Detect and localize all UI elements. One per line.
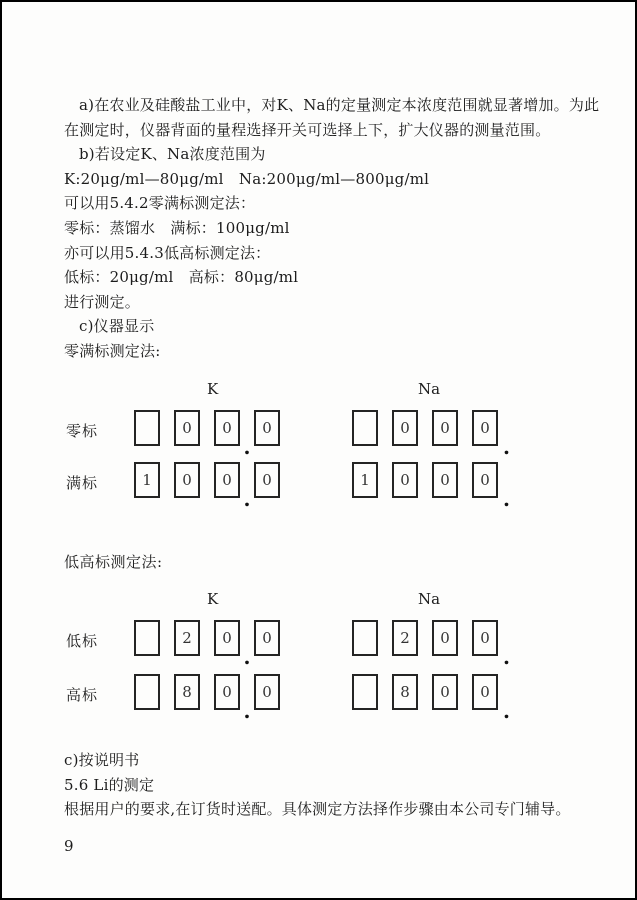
display-column-headers: [64, 588, 534, 620]
digit-box: 2: [174, 620, 200, 656]
digit-box: [352, 410, 378, 446]
digit-box: 0: [392, 410, 418, 446]
digit-box: 1: [134, 462, 160, 498]
zero-full-method-line: 可以用5.4.2零满标测定法：: [64, 194, 256, 213]
digit-group-na: [352, 462, 510, 511]
zero-full-values-line: 零标：蒸馏水 满标：100μg/ml: [64, 218, 290, 237]
li-measurement-note: 根据用户的要求,在订货时送配。具体测定方法择作步骤由本公司专门辅导。: [64, 800, 571, 819]
digit-box: 0: [472, 620, 498, 656]
display-row-full: [64, 462, 534, 514]
low-high-method-line: 亦可以用5.4.3低高标测定法：: [64, 243, 271, 262]
decimal-point: .: [243, 699, 251, 723]
column-header-na: Na: [418, 380, 441, 398]
low-high-values-line: 低标：20μg/ml 高标：80μg/ml: [64, 268, 299, 287]
digit-box: [352, 674, 378, 710]
concentration-range: K:20μg/ml—80μg/ml Na:200μg/ml—800μg/ml: [64, 169, 430, 188]
decimal-point: .: [243, 487, 251, 511]
decimal-point: .: [243, 435, 251, 459]
row-label: 高标: [66, 686, 99, 704]
digit-box: 0: [472, 410, 498, 446]
row-label: 零标: [66, 422, 99, 440]
low-high-display-title: 低高标测定法:: [64, 553, 163, 571]
digit-box: 0: [472, 462, 498, 498]
digit-group-k: [134, 410, 280, 459]
column-header-na: Na: [418, 590, 441, 608]
digit-box: 0: [254, 410, 280, 446]
display-column-headers: [64, 378, 534, 410]
row-label: 满标: [66, 474, 99, 492]
paragraph-a-line2: 在测定时，仪器背面的量程选择开关可选择上下，扩大仪器的测量范围。: [64, 120, 551, 139]
digit-box: 8: [392, 674, 418, 710]
decimal-point: .: [503, 487, 510, 511]
digit-box: 2: [392, 620, 418, 656]
digit-box: 0: [432, 674, 458, 710]
digit-group-na: [352, 674, 510, 723]
display-row-zero: [64, 410, 534, 462]
digit-box: [134, 410, 160, 446]
decimal-point: .: [503, 645, 510, 669]
zero-full-display: [64, 378, 534, 514]
decimal-point: .: [503, 699, 510, 723]
digit-box: 0: [432, 410, 458, 446]
section-5-6-heading: 5.6 Li的测定: [64, 775, 155, 794]
digit-box: 0: [174, 410, 200, 446]
digit-box: 0: [254, 620, 280, 656]
digit-box: 0: [254, 674, 280, 710]
digit-box: 0: [432, 462, 458, 498]
proceed-line: 进行测定。: [64, 292, 141, 311]
row-label: 低标: [66, 632, 99, 650]
paragraph-b: b)若设定K、Na浓度范围为: [79, 145, 266, 164]
zero-full-display-title: 零满标测定法:: [64, 341, 161, 360]
digit-box: 0: [432, 620, 458, 656]
digit-box: [134, 674, 160, 710]
digit-box: 0: [214, 462, 240, 498]
decimal-point: .: [503, 435, 510, 459]
digit-group-k: [134, 674, 280, 723]
paragraph-c-manual: c)按说明书: [64, 751, 140, 769]
digit-group-na: [352, 620, 510, 669]
decimal-point: .: [243, 645, 251, 669]
digit-box: 0: [254, 462, 280, 498]
display-row-low: [64, 620, 534, 674]
digit-box: 1: [352, 462, 378, 498]
digit-box: 8: [174, 674, 200, 710]
column-header-k: K: [207, 380, 219, 398]
footer-text: [64, 748, 584, 822]
low-high-display: [64, 588, 534, 728]
digit-group-na: [352, 410, 510, 459]
paragraph-a-line1: a)在农业及硅酸盐工业中，对K、Na的定量测定本浓度范围就显著增加。为此: [79, 96, 600, 114]
page-number: 9: [64, 837, 74, 855]
column-header-k: K: [207, 590, 219, 608]
digit-box: [352, 620, 378, 656]
digit-box: 0: [214, 620, 240, 656]
display-row-high: [64, 674, 534, 728]
body-text: [64, 93, 600, 364]
digit-box: [134, 620, 160, 656]
digit-box: 0: [392, 462, 418, 498]
digit-box: 0: [214, 674, 240, 710]
digit-box: 0: [472, 674, 498, 710]
digit-box: 0: [174, 462, 200, 498]
digit-group-k: [134, 462, 280, 511]
paragraph-c-display: c)仪器显示: [79, 317, 155, 336]
digit-group-k: [134, 620, 280, 669]
digit-box: 0: [214, 410, 240, 446]
